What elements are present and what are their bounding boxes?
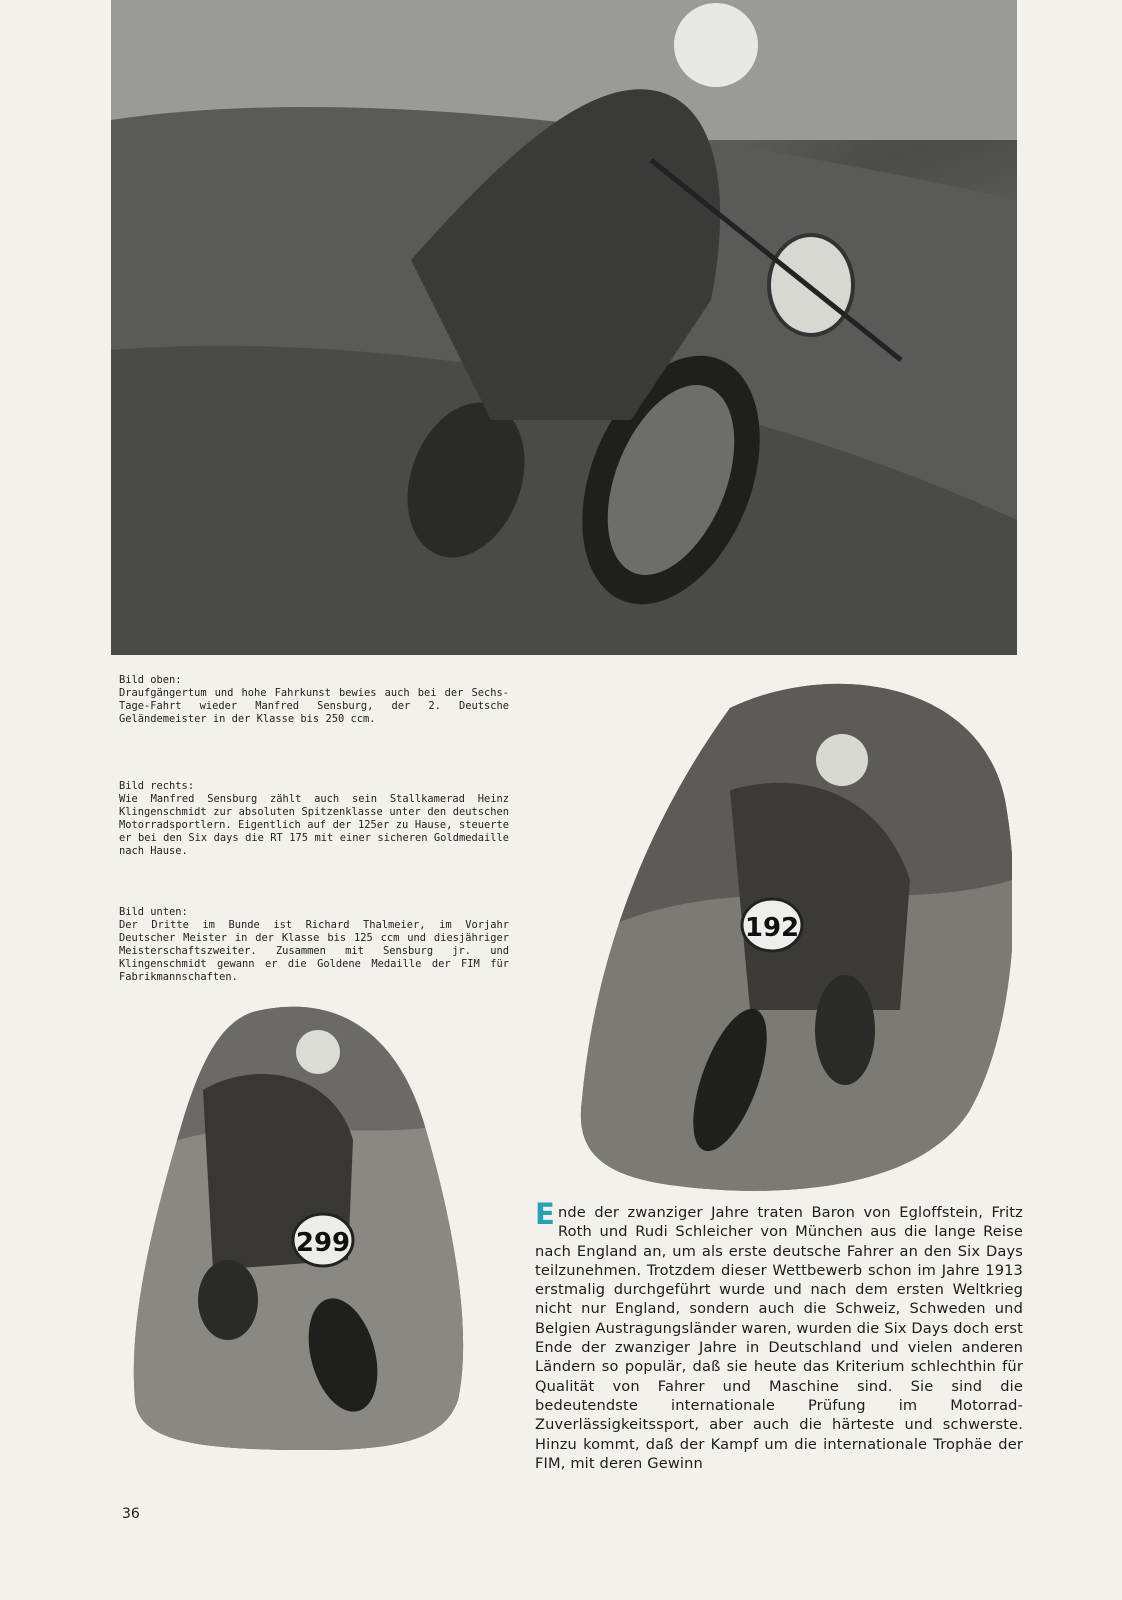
caption-photo-right xyxy=(119,780,509,858)
race-number-299: 299 xyxy=(295,1228,351,1258)
article-text: nde der zwanziger Jahre traten Baron von Egloffstein, Fritz Roth und Rudi Schleicher von München aus die lange Reise nach England an, um als erste deutsche Fahrer an den Six Days teilzunehmen. Trotzdem dieser Wettbewerb schon im Jahre 1913 erstmalig durchgeführt wurde und nach dem ersten Weltkrieg nicht nur England, sondern auch die Schweiz, Schweden und Belgien Austragungsländer waren, wurden die Six Days doch erst Ende der zwanziger Jahre in Deutschland und vielen anderen Ländern so populär, daß sie heute das Kriterium schlechthin für Qualität von Fahrer und Maschine sind. Sie sind die bedeutendste internationale Prüfung im Motorrad-Zuverlässigkeitssport, aber auch die härteste und schwerste. Hinzu kommt, daß der Kampf um die internationale Trophäe der FIM, mit deren Gewinn xyxy=(535,1204,1023,1472)
caption-label: Bild oben: xyxy=(119,674,182,686)
photo-top-motorcyclist-cornering xyxy=(111,0,1017,655)
photo-right-rider-192 xyxy=(580,680,1012,1200)
page-number: 36 xyxy=(122,1506,140,1522)
race-number-192: 192 xyxy=(744,913,800,943)
motorcyclist-illustration xyxy=(111,0,1017,655)
rider-192-illustration xyxy=(580,680,1012,1200)
rider-299-illustration xyxy=(133,1000,469,1450)
caption-text: Wie Manfred Sensburg zählt auch sein Stallkamerad Heinz Klingenschmidt zur absoluten Spitzenklasse unter den deutschen Motorradsportlern. Eigentlich auf der 125er zu Hause, steuerte er bei den Six days die RT 175 mit einer sicheren Goldmedaille nach Hause. xyxy=(119,793,509,857)
article-body xyxy=(535,1197,1023,1473)
photo-left-rider-299 xyxy=(133,1000,469,1450)
caption-label: Bild rechts: xyxy=(119,780,195,792)
caption-label: Bild unten: xyxy=(119,906,188,918)
caption-photo-bottom xyxy=(119,906,509,984)
caption-text: Draufgängertum und hohe Fahrkunst bewies auch bei der Sechs-Tage-Fahrt wieder Manfred Sensburg, der 2. Deutsche Geländemeister in der Klasse bis 250 ccm. xyxy=(119,687,509,725)
caption-text: Der Dritte im Bunde ist Richard Thalmeier, im Vorjahr Deutscher Meister in der Klasse bis 125 ccm und diesjähriger Meisterschaftszweiter. Zusammen mit Sensburg jr. und Klingenschmidt gewann er die Goldene Medaille der FIM für Fabrikmannschaften. xyxy=(119,919,509,983)
drop-cap: E xyxy=(535,1197,555,1231)
caption-photo-top xyxy=(119,674,509,726)
